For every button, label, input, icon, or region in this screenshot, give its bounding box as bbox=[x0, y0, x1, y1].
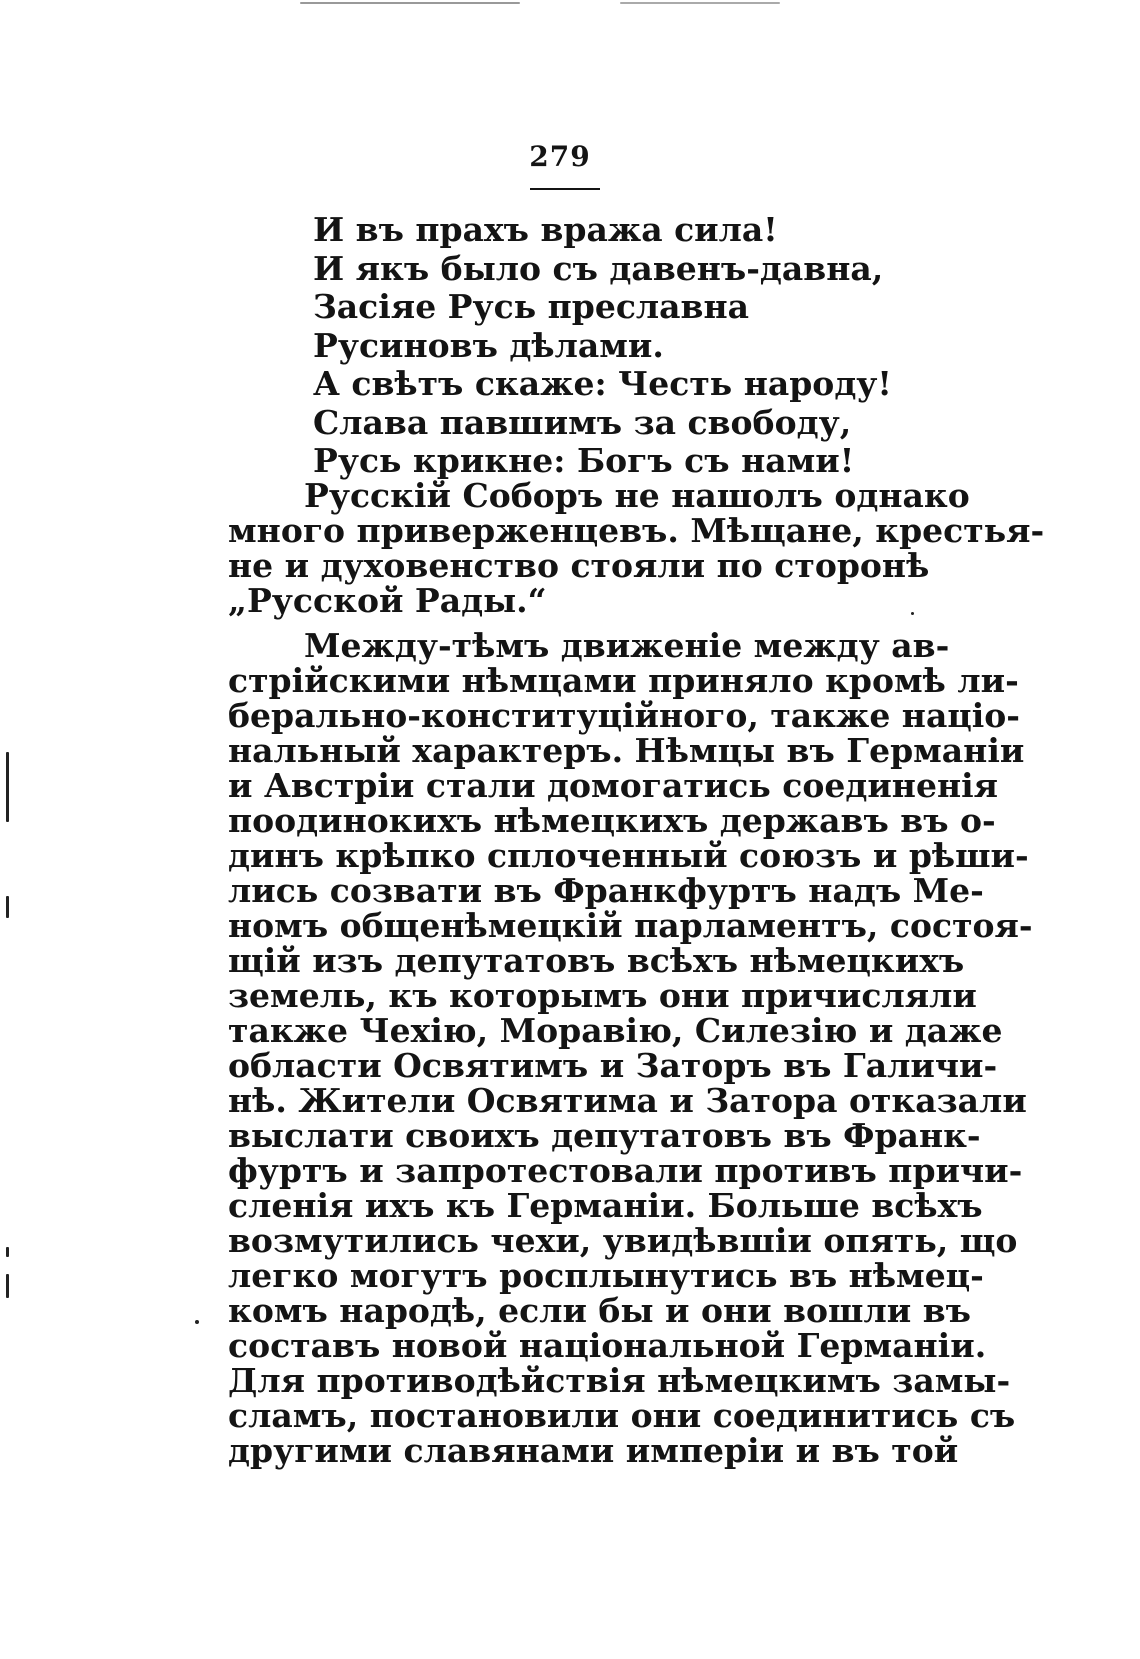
verse-stanza bbox=[313, 211, 933, 481]
paragraph-line: нѣ. Жители Освятима и Затора отказали bbox=[228, 1081, 1027, 1120]
paragraph-line: нальный характеръ. Нѣмцы въ Германіи bbox=[228, 731, 1025, 770]
verse-line: Засіяе Русь преславна bbox=[313, 287, 750, 326]
paragraph-line: земель, къ которымъ они причисляли bbox=[228, 976, 977, 1015]
paragraph-line: комъ народѣ, если бы и они вошли въ bbox=[228, 1291, 971, 1330]
scan-speck bbox=[195, 1320, 199, 1324]
paragraph-line: много приверженцевъ. Мѣщане, крестья- bbox=[228, 511, 1045, 550]
paragraph-line: не и духовенство стояли по сторонѣ bbox=[228, 546, 930, 585]
scan-speck bbox=[6, 752, 9, 822]
paragraph-line: фуртъ и запротестовали противъ причи- bbox=[228, 1151, 1023, 1190]
scan-speck bbox=[6, 1247, 9, 1257]
paragraph-line: номъ общенѣмецкій парламентъ, состоя- bbox=[228, 906, 1033, 945]
paragraph-line: „Русской Рады.“ bbox=[228, 581, 547, 620]
paragraph-line: возмутились чехи, увидѣвшіи опять, що bbox=[228, 1221, 1018, 1260]
scan-speck bbox=[620, 2, 780, 4]
verse-line: Русь крикне: Богъ съ нами! bbox=[313, 441, 855, 480]
paragraph-line: другими славянами имперіи и въ той bbox=[228, 1431, 959, 1470]
verse-line: Слава павшимъ за свободу, bbox=[313, 402, 852, 442]
paragraph-line: сленія ихъ къ Германіи. Больше всѣхъ bbox=[228, 1186, 983, 1225]
verse-line: И якъ было съ давенъ-давна, bbox=[313, 248, 884, 288]
paragraph-line: области Освятимъ и Заторъ въ Галичи- bbox=[228, 1046, 998, 1085]
page-number-rule bbox=[530, 188, 600, 190]
paragraph-line: также Чехію, Моравію, Силезію и даже bbox=[228, 1011, 1003, 1050]
paragraph-line: щій изъ депутатовъ всѣхъ нѣмецкихъ bbox=[228, 941, 965, 980]
verse-line: И въ прахъ вража сила! bbox=[313, 210, 778, 249]
paragraph-line: берально-конституційного, также націо- bbox=[228, 696, 1020, 735]
scan-speck bbox=[911, 612, 914, 615]
paragraph-line: выслати своихъ депутатовъ въ Франк- bbox=[228, 1116, 981, 1155]
paragraph-line: Для противодѣйствія нѣмецкимъ замы- bbox=[228, 1361, 1011, 1400]
scan-speck bbox=[300, 2, 520, 4]
paragraph-2 bbox=[228, 626, 1033, 1470]
scan-speck bbox=[6, 896, 9, 918]
paragraph-line: стрійскими нѣмцами приняло кромѣ ли- bbox=[228, 661, 1019, 700]
paragraph-line: Русскій Соборъ не нашолъ однако bbox=[304, 476, 970, 515]
paragraph-line: легко могутъ росплынутись въ нѣмец- bbox=[228, 1256, 984, 1295]
scan-speck bbox=[6, 1274, 9, 1298]
paragraph-line: сламъ, постановили они соединитись съ bbox=[228, 1396, 1016, 1435]
paragraph-1 bbox=[228, 476, 1045, 620]
page-number: 279 bbox=[529, 140, 591, 173]
verse-line: А свѣтъ скаже: Честь народу! bbox=[313, 364, 892, 403]
paragraph-line: динъ крѣпко сплоченный союзъ и рѣши- bbox=[228, 836, 1029, 875]
paragraph-line: Между-тѣмъ движеніе между ав- bbox=[304, 626, 950, 665]
verse-line: Русиновъ дѣлами. bbox=[313, 325, 664, 365]
paragraph-line: лись созвати въ Франкфуртъ надъ Ме- bbox=[228, 871, 984, 910]
paragraph-line: и Австріи стали домогатись соединенія bbox=[228, 766, 999, 805]
paragraph-line: составъ новой національной Германіи. bbox=[228, 1326, 987, 1365]
paragraph-line: поодинокихъ нѣмецкихъ державъ въ о- bbox=[228, 801, 996, 840]
